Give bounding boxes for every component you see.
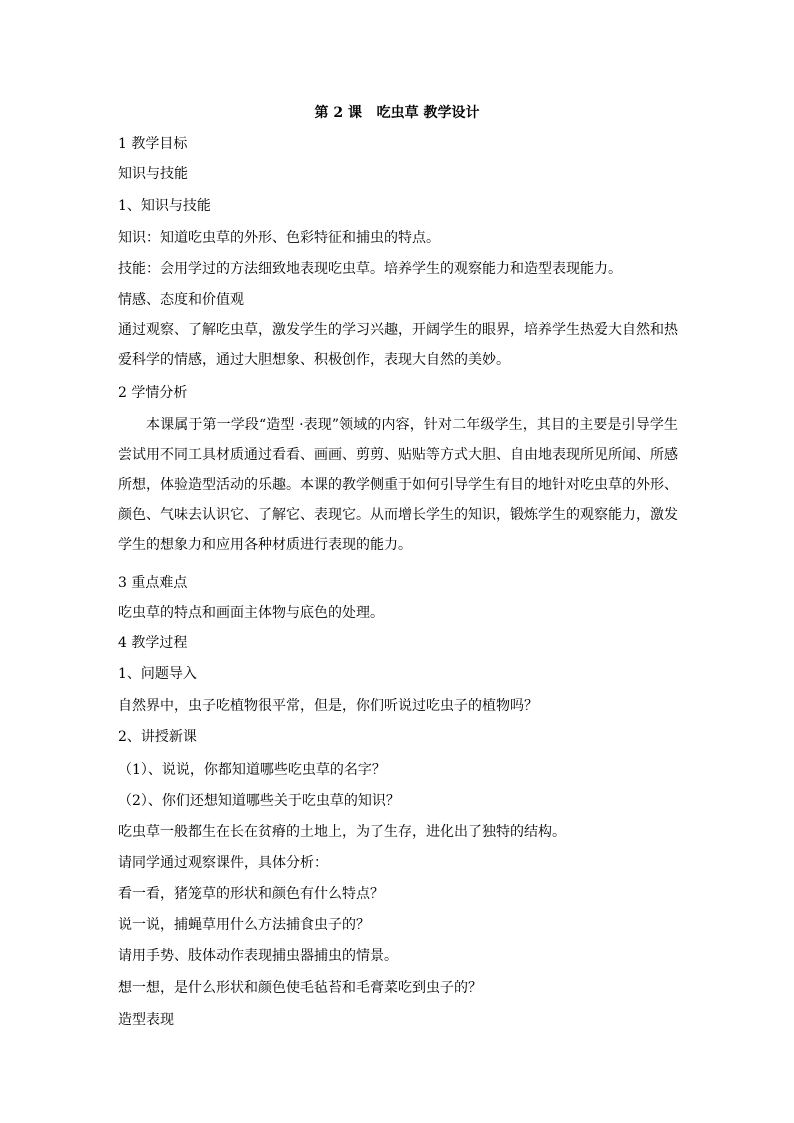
paragraph-learning-analysis: 本课属于第一学段“造型 ·表现”领域的内容，针对二年级学生，其目的主要是引导学生尝试用不同工具材质通过看看、画画、剪剪、贴贴等方式大胆、自由地表现所见所闻、所感所想，体验造型活动的乐趣。本课的教学侧重于如何引导学生有目的地针对吃虫草的外形、颜色、气味去认识它、了解它、表现它。从而增长学生的知识，锻炼学生的观察能力，激发学生的想象力和应用各种材质进行表现的能力。 [118,417,678,553]
text-line-say: 说一说，捕蝇草用什么方法捕食虫子的？ [118,917,370,933]
document-title: 第 2 课 吃虫草 教学设计 [314,105,480,121]
subheading-new-lesson: 2、讲授新课 [118,729,197,745]
subheading-modeling-expression: 造型表现 [118,1012,174,1028]
text-line-key-points: 吃虫草的特点和画面主体物与底色的处理。 [118,605,384,621]
text-line-habitat: 吃虫草一般都生在长在贫瘠的土地上，为了生存，进化出了独特的结构。 [118,824,566,840]
subheading-knowledge-skills: 知识与技能 [118,166,188,182]
paragraph-emotion-values: 通过观察、了解吃虫草，激发学生的学习兴趣，开阔学生的眼界，培养学生热爱大自然和热爱科学的情感，通过大胆想象、积极创作，表现大自然的美妙。 [118,322,678,368]
text-line-knowledge: 知识：知道吃虫草的外形、色彩特征和捕虫的特点。 [118,230,440,246]
text-line-question-2: （2）、你们还想知道哪些关于吃虫草的知识？ [118,793,400,809]
subheading-emotion-values: 情感、态度和价值观 [118,292,244,308]
section-heading-key-points: 3 重点难点 [118,575,188,591]
subheading-question-intro: 1、问题导入 [118,666,197,682]
text-line-intro-question: 自然界中，虫子吃植物很平常，但是，你们听说过吃虫子的植物吗？ [118,698,538,714]
text-line-look: 看一看，猪笼草的形状和颜色有什么特点？ [118,886,384,902]
section-heading-teaching-process: 4 教学过程 [118,635,188,651]
text-line-question-1: （1）、说说，你都知道哪些吃虫草的名字？ [118,762,386,778]
section-heading-teaching-goals: 1 教学目标 [118,136,188,152]
text-line-observe: 请同学通过观察课件，具体分析： [118,855,328,871]
subheading-knowledge-skills-1: 1、知识与技能 [118,198,211,214]
text-line-skills: 技能：会用学过的方法细致地表现吃虫草。培养学生的观察能力和造型表现能力。 [118,261,622,277]
text-line-gesture: 请用手势、肢体动作表现捕虫器捕虫的情景。 [118,948,398,964]
text-line-think: 想一想，是什么形状和颜色使毛毡苔和毛膏菜吃到虫子的？ [118,980,482,996]
section-heading-learning-analysis: 2 学情分析 [118,385,188,401]
